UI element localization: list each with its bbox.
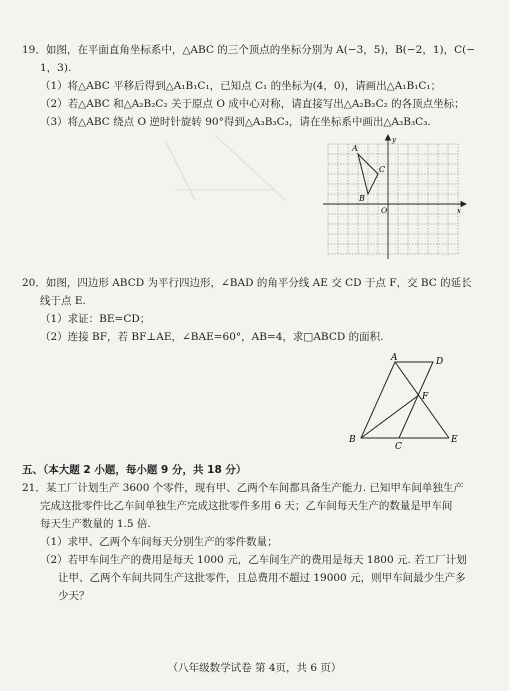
label-d: D [436,357,444,367]
q19-part-1: （1）将△ABC 平移后得到△A₁B₁C₁，已知点 C₁ 的坐标为(4，0)，请画出△A₁B₁C₁； [40,80,442,92]
q20-parallelogram-figure [345,350,475,450]
q21-stem-line-2: 完成这批零件比乙车间单独生产完成这批零件多用 6 天；乙车间每天生产的数量是甲车间 [40,500,453,512]
q19-part-2: （2）若△ABC 和△A₂B₂C₂ 关于原点 O 成中心对称，请直接写出△A₂B₂C₂ 的各顶点坐标； [40,98,465,110]
bleed-through-marks [155,130,305,210]
label-a: A [352,144,358,153]
q21-stem-line-3: 每天生产数量的 1.5 倍. [40,518,151,530]
page-footer: （八年级数学试卷 第 4页，共 6 页） [167,662,342,674]
q19-stem-line-1: 19．如图，在平面直角坐标系中，△ABC 的三个顶点的坐标分别为 A(−3，5)，B(−2，1)，C(− [22,44,476,56]
axes [323,135,466,259]
label-b: B [349,435,356,445]
grid-lines [328,144,458,254]
label-f: F [422,392,429,402]
q20-stem-line-1: 20．如图，四边形 ABCD 为平行四边形，∠BAD 的角平分线 AE 交 CD 于点 F，交 BC 的延长 [22,277,472,289]
section-5-heading: 五、（本大题 2 小题，每小题 9 分，共 18 分） [22,464,247,476]
segment-bf [361,395,419,438]
q19-coordinate-grid [318,134,468,264]
label-a: A [391,353,398,363]
q20-part-2: （2）连接 BF，若 BF⊥AE，∠BAE=60°，AB=4，求□ABCD 的面积. [40,331,384,343]
q21-part-1: （1）求甲、乙两个车间每天分别生产的零件数量； [40,536,278,548]
label-c: C [379,165,386,174]
q19-stem-line-2: 1，3). [40,62,72,74]
label-x-axis: x [457,207,461,215]
q21-part-2-line-1: （2）若甲车间生产的费用是每天 1000 元，乙车间生产的费用是每天 1800 元. 若工厂计划 [40,554,467,566]
q20-part-1: （1）求证：BE=CD； [40,313,151,325]
label-e: E [451,435,458,445]
label-b: B [359,194,365,203]
label-origin: O [381,206,388,215]
label-c: C [395,442,402,450]
q21-part-2-line-3: 少天？ [58,590,90,602]
q21-stem-line-1: 21．某工厂计划生产 3600 个零件，现有甲、乙两个车间都具备生产能力. 已知甲车间单独生产 [22,482,464,494]
q19-part-3: （3）将△ABC 绕点 O 逆时针旋转 90°得到△A₃B₃C₃，请在坐标系中画出△A₃B₃C₃. [40,116,431,128]
label-y-axis: y [392,136,396,144]
q21-part-2-line-2: 让甲、乙两个车间共同生产这批零件，且总费用不超过 19000 元，则甲车间最少生产多 [58,572,466,584]
q20-stem-line-2: 线于点 E. [40,295,86,307]
